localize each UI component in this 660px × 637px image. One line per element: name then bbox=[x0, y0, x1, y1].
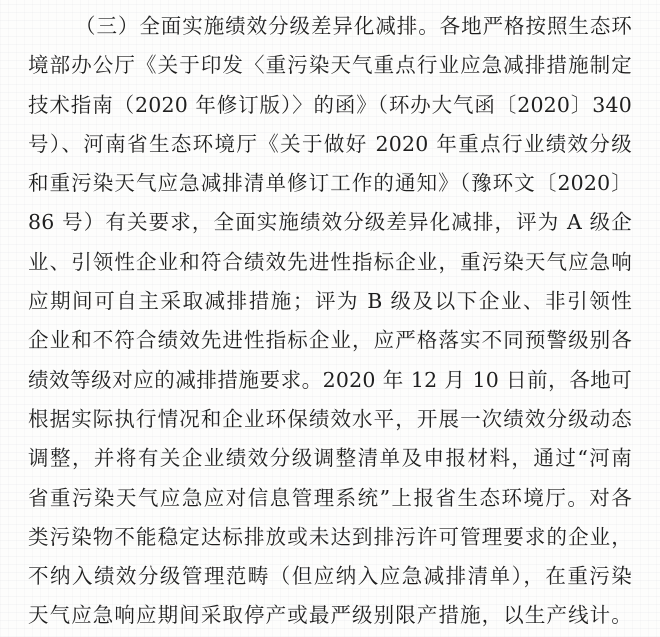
paragraph-line: 技术指南（2020 年修订版）〉的函》（环办大气函〔2020〕340 bbox=[28, 92, 632, 117]
paragraph-line: 和重污染天气应急减排清单修订工作的通知》（豫环文〔2020〕 bbox=[28, 171, 632, 196]
paragraph-line: 应期间可自主采取减排措施；评为 B 级及以下企业、非引领性 bbox=[28, 289, 632, 314]
paragraph-line: 类污染物不能稳定达标排放或未达到排污许可管理要求的企业， bbox=[28, 524, 632, 549]
paragraph-line: 不纳入绩效分级管理范畴（但应纳入应急减排清单），在重污染 bbox=[28, 564, 632, 589]
paragraph-line: 86 号）有关要求，全面实施绩效分级差异化减排，评为 A 级企 bbox=[28, 210, 632, 235]
paragraph-line: 业、引领性企业和符合绩效先进性指标企业，重污染天气应急响 bbox=[28, 249, 632, 274]
paragraph-line: 根据实际执行情况和企业环保绩效水平，开展一次绩效分级动态 bbox=[28, 406, 632, 431]
paragraph-line: （三）全面实施绩效分级差异化减排。各地严格按照生态环 bbox=[75, 14, 632, 38]
paragraph-line: 省重污染天气应急应对信息管理系统”上报省生态环境厅。对各 bbox=[28, 485, 632, 510]
paragraph-line: 境部办公厅《关于印发〈重污染天气重点行业应急减排措施制定 bbox=[28, 53, 632, 78]
paragraph-line: 天气应急响应期间采取停产或最严级别限产措施，以生产线计。 bbox=[28, 603, 632, 628]
paragraph-line: 号）、河南省生态环境厅《关于做好 2020 年重点行业绩效分级 bbox=[28, 131, 632, 156]
paragraph-line: 企业和不符合绩效先进性指标企业，应严格落实不同预警级别各 bbox=[28, 328, 632, 353]
paragraph-line: 绩效等级对应的减排措施要求。2020 年 12 月 10 日前，各地可 bbox=[28, 367, 632, 392]
paragraph-line: 调整，并将有关企业绩效分级调整清单及申报材料，通过“河南 bbox=[28, 446, 632, 471]
